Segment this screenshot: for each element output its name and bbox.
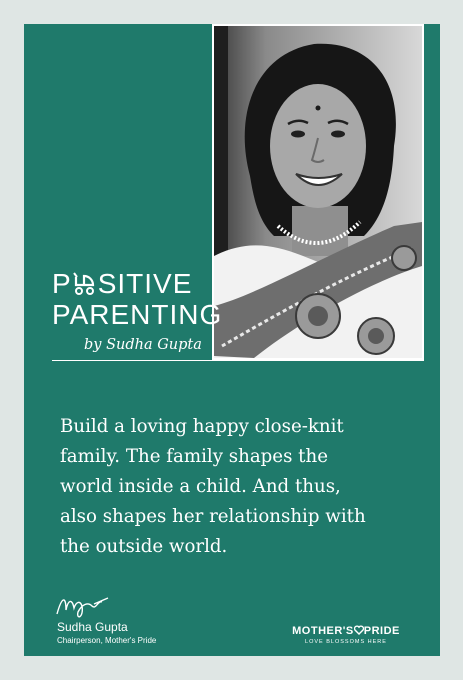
quote-line: family. The family shapes the — [60, 446, 328, 467]
title-rest: SITIVE — [97, 268, 193, 299]
author-name: Sudha Gupta — [57, 620, 128, 634]
portrait-image — [214, 26, 422, 358]
portrait-photo — [212, 24, 424, 360]
byline: by Sudha Gupta — [84, 337, 202, 353]
brand-logo — [284, 624, 408, 646]
title-parenting: PARENTING — [52, 299, 223, 330]
pram-icon — [72, 269, 98, 299]
brand-name-part-1: MOTHER'S — [292, 625, 354, 637]
quote-line: world inside a child. And thus, — [60, 476, 341, 497]
brand-name-part-2: PRIDE — [363, 625, 400, 637]
heart-icon — [354, 625, 364, 635]
poster — [24, 24, 440, 656]
title-letter-p: P — [52, 268, 72, 299]
quote-line: Build a loving happy close-knit — [60, 416, 344, 437]
quote-line: also shapes her relationship with — [60, 506, 366, 527]
title-positive — [52, 269, 192, 299]
signature-icon — [54, 592, 114, 620]
divider — [52, 360, 424, 361]
quote-line: the outside world. — [60, 536, 228, 557]
author-title: Chairperson, Mother's Pride — [57, 636, 157, 645]
brand-name — [284, 624, 408, 638]
quote-text — [60, 412, 366, 562]
brand-tagline: LOVE BLOSSOMS HERE — [305, 639, 387, 645]
